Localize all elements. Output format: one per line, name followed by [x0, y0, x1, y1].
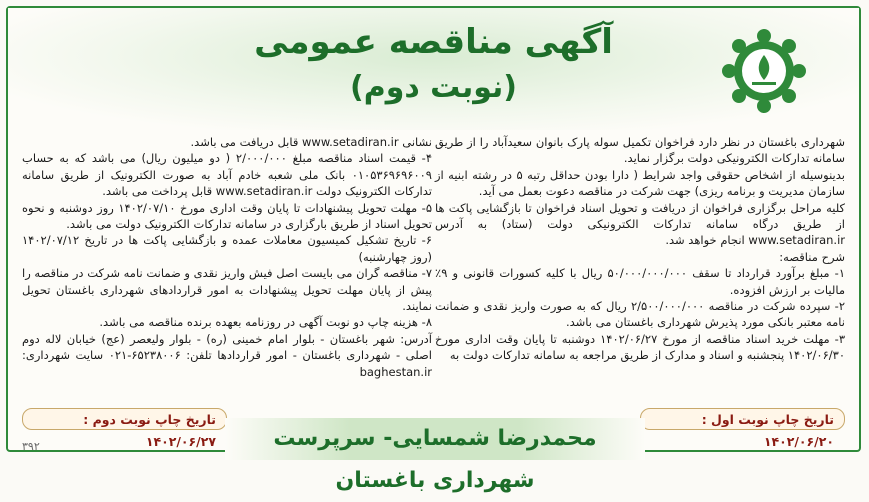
body-paragraph: ۸- هزینه چاپ دو نوبت آگهی در روزنامه بعهده برنده مناقصه می باشد. [99, 315, 432, 330]
notice-header [8, 8, 859, 130]
body-paragraph: ۵- مهلت تحویل پیشنهادات تا پایان وقت اداری مورخ ۱۴۰۲/۰۷/۱۰ روز دوشنبه و نحوه تحویل اسناد از طریق بارگزاری در سامانه تدارکات الکترونیک دولت می باشد. [22, 200, 432, 232]
body-paragraph: شرح مناقصه: [779, 249, 845, 264]
notice-title: آگهی مناقصه عمومی [254, 22, 613, 62]
body-paragraph: ۶- تاریخ تشکیل کمیسیون معاملات عمده و بازگشایی پاکت ها در تاریخ ۱۴۰۲/۰۷/۱۲ (روز چهارشنبه) [22, 233, 432, 264]
body-paragraph: کلیه مراحل برگزاری فراخوان از دریافت و تحویل اسناد فراخوان تا بازگشایی پاکت ها از طریق درگاه سامانه تدارکات الکترونیکی دولت (ستاد) به آدرس www.setadiran.ir انجام خواهد شد. [435, 200, 845, 248]
second-print-date: تاریخ چاپ نوبت دوم : ۱۴۰۲/۰۶/۲۷ [22, 408, 227, 430]
notice-frame [6, 6, 861, 452]
body-paragraph: ۲- سپرده شرکت در مناقصه ۲/۵۰۰/۰۰۰/۰۰۰ ریال که به صورت واریز نقدی و ضمانت نامه معتبر بانکی مورد پذیرش شهرداری باغستان می باشد. [435, 299, 845, 330]
body-paragraph: آدرس: شهر باغستان - بلوار امام خمینی (ره) - بلوار ولیعصر (عج) خیابان لاله دوم اصلی - شهرداری باغستان - امور قراردادها تلفن: ۶۵۲۳۸۰۰۶-۰۲۱ سایت شهرداری: baghestan.ir [22, 331, 432, 379]
body-column-right [435, 134, 845, 364]
body-paragraph: نشانی www.setadiran.ir قابل دریافت می باشد. [190, 135, 432, 149]
body-column-left [22, 134, 432, 380]
first-print-date: تاریخ چاپ نوبت اول : ۱۴۰۲/۰۶/۲۰ [640, 408, 845, 430]
body-paragraph: بدینوسیله از اشخاص حقوقی واجد شرایط ( دارا بودن حداقل رتبه ۵ در رشته ابنیه از سازمان مدیریت و برنامه ریزی) جهت شرکت در مناقصه دعوت بعمل می آید. [435, 167, 845, 199]
body-paragraph: ۷- مناقصه گران می بایست اصل فیش واریز نقدی و ضمانت نامه شرکت در مناقصه را پیش از پایان مهلت تحویل پیشنهادات به امور قراردادهای شهرداری باغستان تحویل نمایند. [22, 266, 432, 314]
body-paragraph: ۱- مبلغ برآورد قرارداد تا سقف ۵۰/۰۰۰/۰۰۰/۰۰۰ ریال با کلیه کسورات قانونی و ۹٪ مالیات بر ارزش افزوده. [435, 266, 845, 297]
body-paragraph: ۴- قیمت اسناد مناقصه مبلغ ۲/۰۰۰/۰۰۰ ( دو میلیون ریال) می باشد که به حساب ۰۱۰۵۳۶۹۶۹۶۰۰۹ بانک ملی شعبه خادم آباد به صورت الکترونیک از طریق سامانه تدارکات الکترونیک دولت www.setadiran.ir قابل پرداخت می باشد. [22, 151, 433, 199]
body-paragraph: ۳- مهلت خرید اسناد مناقصه از مورخ ۱۴۰۲/۰۶/۲۷ دوشنبه تا پایان وقت اداری مورخ ۱۴۰۲/۰۶/۳۰ پنجشنبه و اسناد و مدارک از طریق مراجعه به سامانه تدارکات دولت به [435, 331, 845, 363]
signature-banner: محمدرضا شمسایی- سرپرست شهرداری باغستان [225, 418, 645, 460]
municipality-emblem-icon [721, 28, 807, 114]
body-paragraph: شهرداری باغستان در نظر دارد فراخوان تکمیل سوله پارک بانوان سعیدآباد را از طریق سامانه تدارکات الکترونیکی دولت برگزار نماید. [435, 135, 845, 166]
notice-subtitle: (نوبت دوم) [350, 70, 517, 105]
page-number: ۳۹۲ [22, 440, 40, 453]
